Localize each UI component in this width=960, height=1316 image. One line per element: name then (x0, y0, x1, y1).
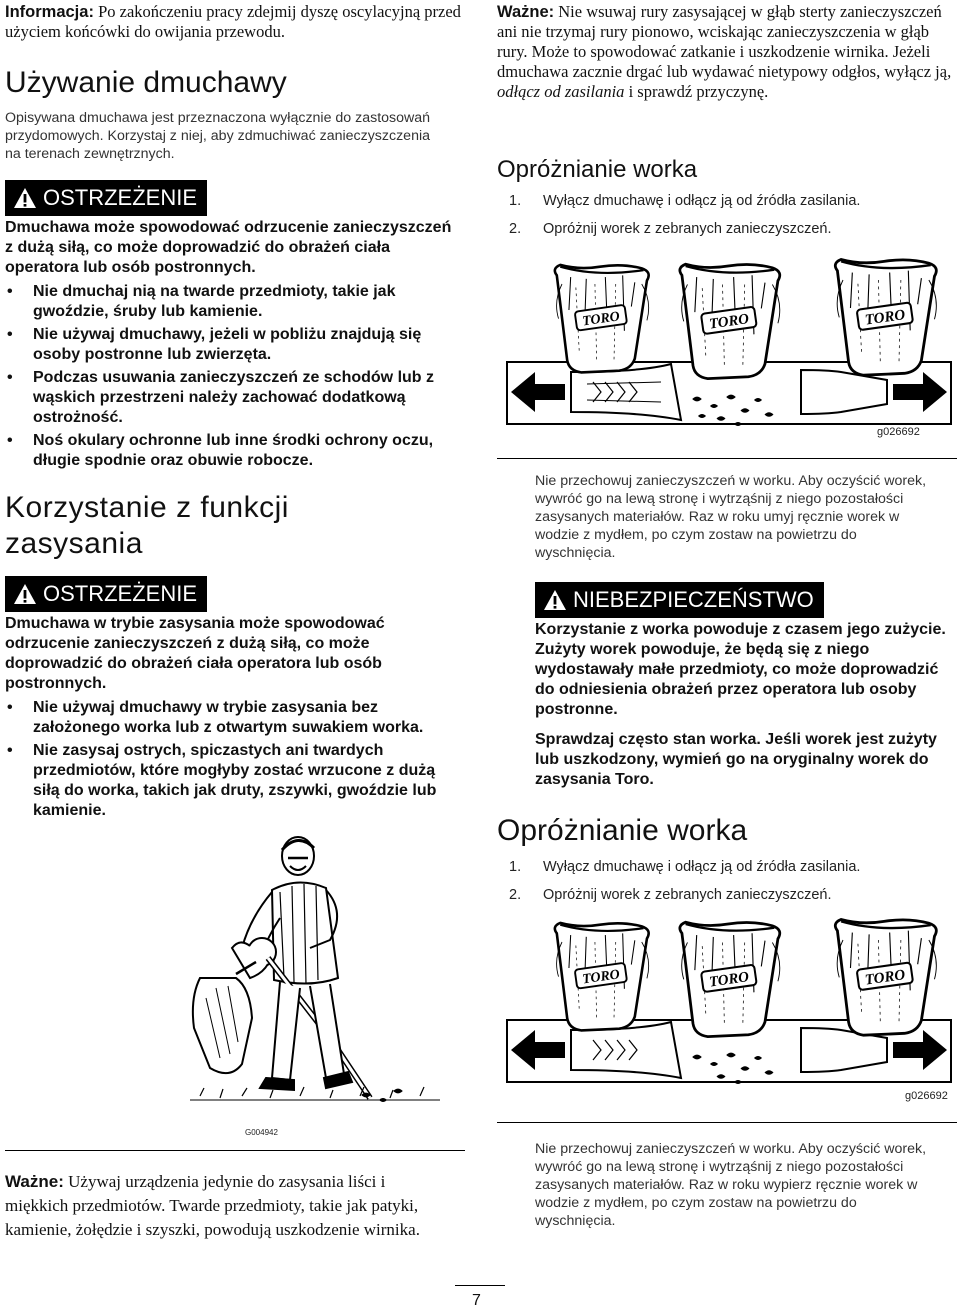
warning-banner-1 (5, 180, 207, 216)
warning-list-2 (5, 698, 463, 821)
list-item: • Noś okulary ochronne lub inne środki ochrony oczu, długie spodnie oraz obuwie robocze. (5, 431, 463, 471)
list-item: • Nie używaj dmuchawy, jeżeli w pobliżu znajdują się osoby postronne lub zwierzęta. (5, 325, 463, 365)
operator-illustration (180, 828, 450, 1128)
info-label: Informacja: (5, 3, 94, 21)
warning-list-1 (5, 282, 463, 471)
warning-title-2: OSTRZEŻENIE (43, 581, 198, 606)
important-text-emphasis: odłącz od zasilania (497, 82, 625, 101)
important-text-b: i sprawdź przyczynę. (628, 82, 769, 101)
danger-text-2: Sprawdzaj często stan worka. Jeśli worek jest zużyty lub uszkodzony, wymień go na oryginalny worek do zasysania Toro. (535, 731, 937, 788)
danger-text-1: Korzystanie z worka powoduje z czasem jego zużycie. Zużyty worek powoduje, że będą się z niego wydostawały małe przedmioty, co może doprowadzić do odniesienia obrażeń przez operatora lub osoby postronne. (535, 621, 946, 718)
bag-emptying-illustration-2 (501, 912, 957, 1102)
list-item: 1. Wyłącz dmuchawę i odłącz ją od źródła zasilania. (509, 193, 861, 209)
danger-title: NIEBEZPIECZEŃSTWO (573, 587, 814, 612)
empty-steps-1 (497, 191, 957, 239)
warning-banner-2 (5, 576, 207, 612)
warning-triangle-icon (13, 187, 37, 209)
list-item: 2. Opróżnij worek z zebranych zanieczyszczeń. (509, 887, 832, 903)
list-item: • Nie dmuchaj nią na twarde przedmioty, takie jak gwoździe, śruby lub kamienie. (5, 282, 463, 322)
info-text: Po zakończeniu pracy zdejmij dyszę oscylacyjną przed użyciem końcówki do owijania przewodu. (5, 2, 461, 41)
warning-title-1: OSTRZEŻENIE (43, 185, 198, 210)
suction-heading: Korzystanie z funkcji zasysania (5, 491, 289, 560)
important-note-left (5, 1170, 445, 1242)
divider (497, 1122, 957, 1123)
list-item: 2. Opróżnij worek z zebranych zanieczyszczeń. (509, 221, 832, 237)
important-text: Używaj urządzenia jedynie do zasysania liści i miękkich przedmiotów. Twarde przedmioty, takie jak patyki, kamienie, żołędzie i szyszki, powodują uszkodzenie wirnika. (5, 1172, 420, 1239)
important-label: Ważne: (5, 1172, 64, 1191)
divider (5, 1150, 465, 1151)
list-item: • Nie zasysaj ostrych, spiczastych ani twardych przedmiotów, które mogłyby zostać wrzucone z dużą siłą do worka, takich jak druty, zszywki, gwoździe lub kamienie. (5, 741, 463, 821)
figure-code-2: g026692 (877, 426, 920, 438)
empty-heading-1: Opróżnianie worka (497, 156, 698, 183)
warning-triangle-icon (543, 589, 567, 611)
divider (497, 458, 957, 459)
list-item: 1. Wyłącz dmuchawę i odłącz ją od źródła zasilania. (509, 859, 861, 875)
warning-intro-1: Dmuchawa może spowodować odrzucenie zanieczyszczeń z dużą siłą, co może doprowadzić do obrażeń ciała operatora lub osób postronnych. (5, 219, 452, 276)
figure-caption-1: Nie przechowuj zanieczyszczeń w worku. Aby oczyścić worek, wywróć go na lewą stronę i wytrząśnij z niego pozostałości zasysanych materiałów. Raz w roku umyj ręcznie worek w wodzie z mydłem, po czym zostaw na powietrzu do wyschnięcia. (535, 473, 927, 561)
bag-emptying-illustration-1 (501, 252, 957, 452)
list-item: • Nie używaj dmuchawy w trybie zasysania bez założonego worka lub z otwartym suwakiem worka. (5, 698, 463, 738)
empty-steps-2 (497, 857, 957, 905)
blower-body: Opisywana dmuchawa jest przeznaczona wyłącznie do zastosowań przydomowych. Korzystaj z niej, aby zdmuchiwać zanieczyszczenia na terenach zewnętrznych. (5, 110, 431, 162)
figure-code-3: g026692 (905, 1090, 948, 1102)
empty-heading-2: Opróżnianie worka (497, 814, 748, 847)
important-label: Ważne: (497, 3, 555, 21)
figure-code-1: G004942 (245, 1128, 278, 1137)
important-text-a: Nie wsuwaj rury zasysającej w głąb sterty zanieczyszczeń ani nie trzymaj rury pionowo, wciskając zanieczyszczenia w głąb rury. Może to spowodować zatkanie i uszkodzenie wirnika. Jeżeli dmuchawa zacznie drgać lub wydawać nietypowy odgłos, wyłącz ją, (497, 2, 952, 81)
important-note-right (497, 2, 955, 102)
warning-triangle-icon (13, 583, 37, 605)
list-item: • Podczas usuwania zanieczyszczeń ze schodów lub z wąskich przestrzeni należy zachować dodatkową ostrożność. (5, 368, 463, 428)
info-note (5, 2, 465, 42)
page-number-rule (455, 1285, 505, 1286)
warning-intro-2: Dmuchawa w trybie zasysania może spowodować odrzucenie zanieczyszczeń z dużą siłą, co może doprowadzić do obrażeń ciała operatora lub osób postronnych. (5, 615, 385, 692)
figure-caption-2: Nie przechowuj zanieczyszczeń w worku. Aby oczyścić worek, wywróć go na lewą stronę i wytrząśnij z niego pozostałości zasysanych materiałów. Raz w roku wypierz ręcznie worek w wodzie z mydłem, po czym zostaw na powietrzu do wyschnięcia. (535, 1141, 927, 1229)
page-number: 7 (472, 1292, 481, 1309)
danger-banner (535, 582, 824, 618)
blower-heading: Używanie dmuchawy (5, 66, 287, 99)
